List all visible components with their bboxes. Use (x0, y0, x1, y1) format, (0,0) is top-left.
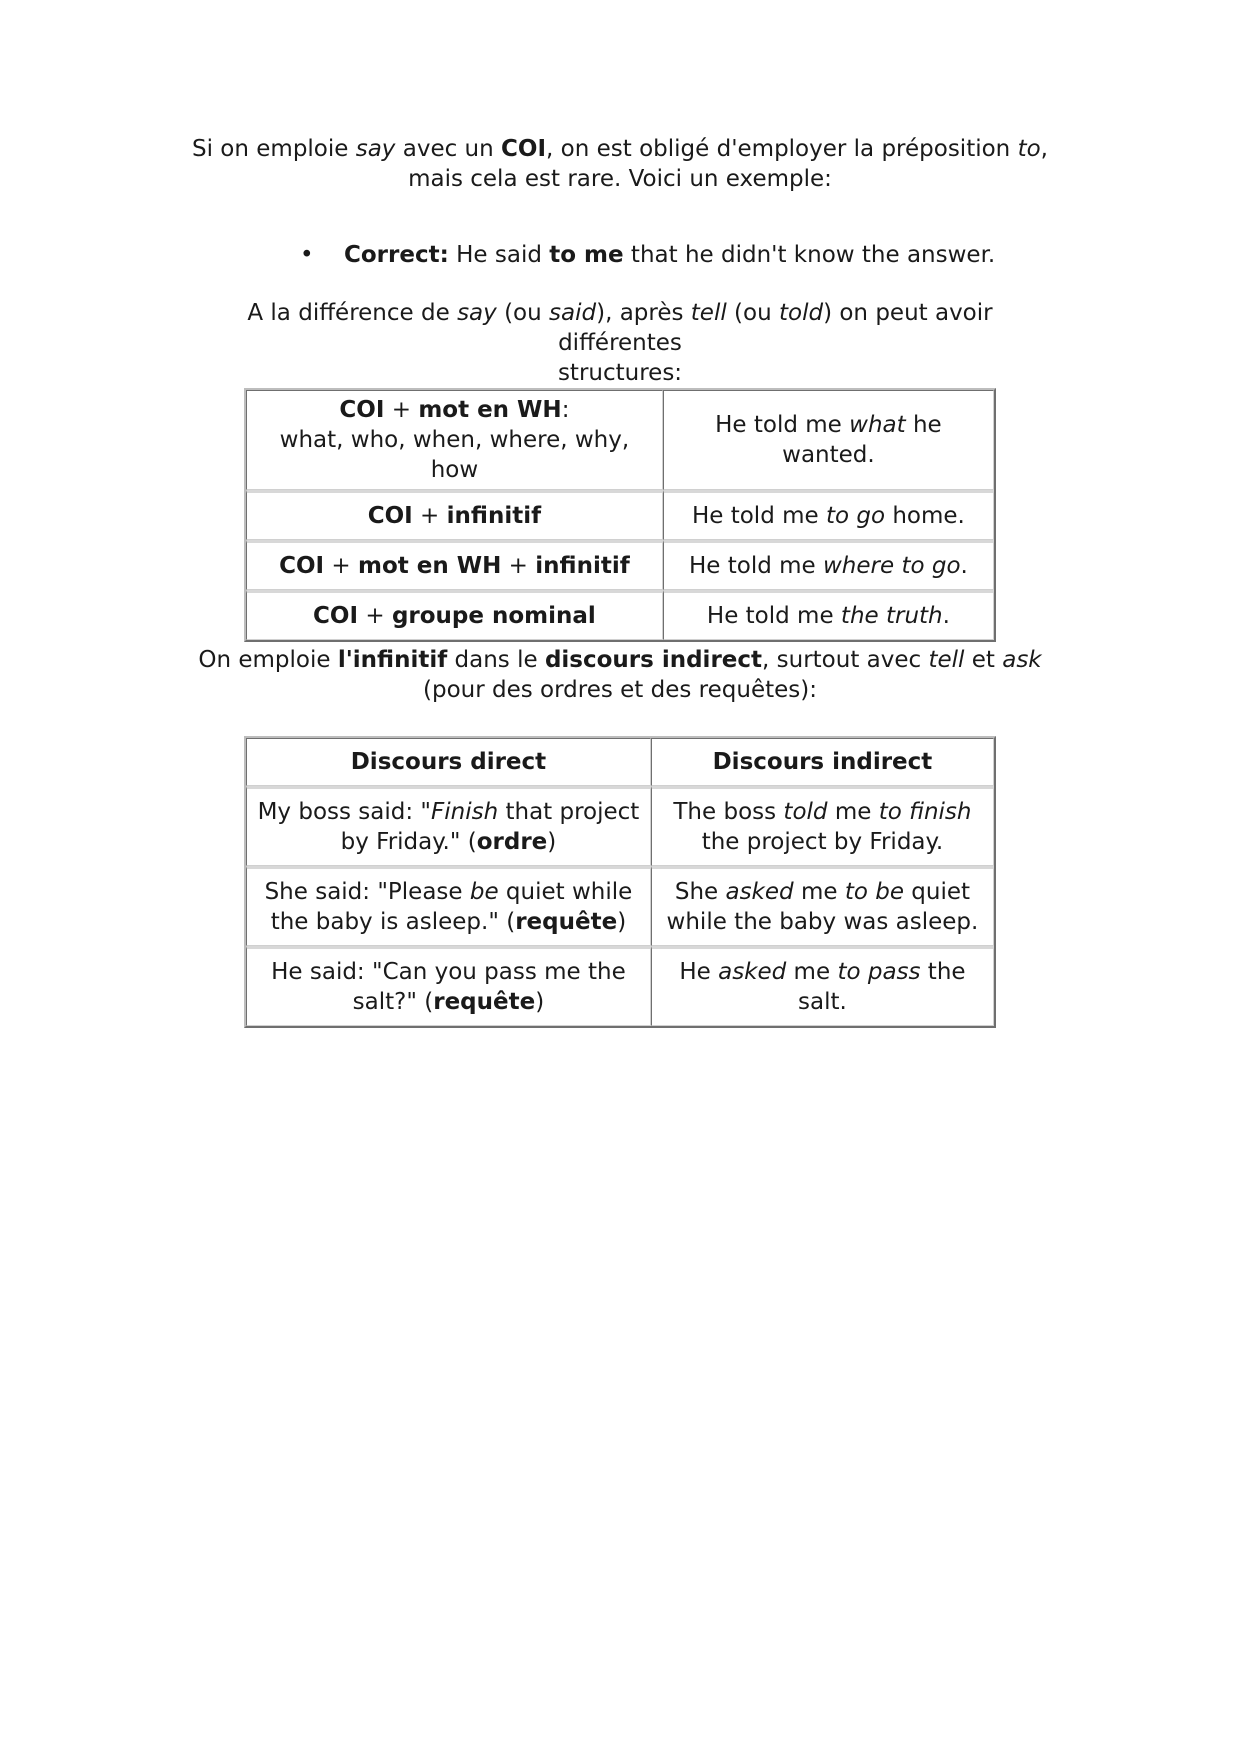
cell-text: + (501, 553, 536, 579)
table-row (246, 540, 994, 590)
table-row (246, 390, 994, 490)
infinitive-text: (pour des ordres et des requêtes): (423, 677, 817, 703)
table-cell (663, 390, 994, 490)
table-row (246, 946, 994, 1026)
cell-text: salt?" ( (352, 989, 434, 1015)
cell-text: home. (885, 503, 965, 529)
table-cell (246, 390, 663, 490)
cell-text: She said: "Please (264, 879, 470, 905)
cell-bold: mot en WH (418, 397, 562, 423)
cell-italic: to be (844, 879, 904, 905)
cell-text: what, who, when, where, why, how (279, 427, 630, 483)
table-cell (246, 866, 651, 946)
infinitive-text: On emploie (198, 647, 338, 673)
cell-text: the salt. (798, 959, 966, 1015)
table-cell (663, 540, 994, 590)
tell-term: tell (928, 647, 965, 673)
cell-bold: requête (433, 989, 536, 1015)
cell-text: . (960, 553, 968, 579)
cell-italic: to pass (837, 959, 921, 985)
table-row (246, 786, 994, 866)
infinitive-text: dans le (447, 647, 545, 673)
table-cell (246, 946, 651, 1026)
intro-text: , (1040, 136, 1048, 162)
cell-italic: told (783, 799, 828, 825)
header-direct: Discours direct (350, 749, 547, 775)
table-cell (246, 590, 663, 640)
cell-bold: mot en WH (358, 553, 502, 579)
infinitive-text: et (964, 647, 1003, 673)
intro-paragraph (190, 134, 1050, 194)
cell-text: She (674, 879, 726, 905)
cell-text: ) (535, 989, 545, 1015)
tell-term: tell (690, 300, 727, 326)
cell-text: ) (547, 829, 557, 855)
cell-text: + (412, 503, 447, 529)
cell-text: me (786, 959, 838, 985)
cell-text: + (384, 397, 419, 423)
cell-text: + (358, 603, 392, 629)
coi-term: COI (501, 136, 547, 162)
cell-text: He told me (706, 603, 841, 629)
cell-text: . (942, 603, 950, 629)
cell-text: He (679, 959, 719, 985)
cell-text: by Friday." ( (340, 829, 477, 855)
cell-italic: Finish (431, 799, 499, 825)
table-cell (246, 540, 663, 590)
table-header-row (246, 738, 994, 786)
discours-indirect-term: discours indirect (544, 647, 763, 673)
say-term: say (457, 300, 497, 326)
cell-bold: infinitif (535, 553, 630, 579)
cell-text: The boss (673, 799, 784, 825)
difference-text: structures: (557, 360, 683, 386)
cell-text: he wanted. (782, 412, 942, 468)
intro-text: Si on emploie (192, 136, 356, 162)
table-cell (246, 490, 663, 540)
cell-bold: infinitif (446, 503, 542, 529)
cell-text: ) (617, 909, 627, 935)
cell-italic: asked (725, 879, 794, 905)
to-term: to (1017, 136, 1041, 162)
intro-text: , on est obligé d'employer la préposition (546, 136, 1018, 162)
cell-text: He told me (691, 503, 826, 529)
cell-text: + (324, 553, 358, 579)
difference-text: (ou (726, 300, 779, 326)
cell-italic: to go (825, 503, 886, 529)
table-cell (651, 786, 994, 866)
cell-text: He said: "Can you pass me the (271, 959, 626, 985)
example-bold: to me (549, 242, 624, 268)
cell-italic: the truth (840, 603, 943, 629)
difference-text: (ou (496, 300, 550, 326)
example-text (344, 240, 995, 270)
table-row (246, 490, 994, 540)
table-header-cell (651, 738, 994, 786)
cell-bold: COI (339, 397, 385, 423)
cell-text: He told me (715, 412, 850, 438)
cell-bold: requête (515, 909, 618, 935)
difference-text: ) on peut avoir différentes (558, 300, 993, 356)
cell-text: He told me (688, 553, 823, 579)
example-label: Correct: (344, 242, 449, 268)
table-cell (651, 866, 994, 946)
cell-text: while the baby was asleep. (666, 909, 979, 935)
cell-text: that project (498, 799, 640, 825)
cell-bold: COI (367, 503, 413, 529)
table-cell (663, 490, 994, 540)
direct-indirect-table (244, 736, 996, 1028)
infinitive-paragraph (190, 645, 1050, 705)
difference-text: A la différence de (247, 300, 458, 326)
cell-bold: groupe nominal (391, 603, 596, 629)
difference-paragraph (190, 298, 1050, 388)
cell-text: the baby is asleep." ( (270, 909, 516, 935)
bullet-icon: • (300, 242, 314, 268)
cell-text: quiet while (498, 879, 633, 905)
example-part: that he didn't know the answer. (623, 242, 996, 268)
table-cell (663, 590, 994, 640)
cell-bold: ordre (476, 829, 548, 855)
cell-italic: where to go (823, 553, 961, 579)
cell-bold: COI (313, 603, 359, 629)
difference-text: ), après (596, 300, 691, 326)
table-header-cell (246, 738, 651, 786)
cell-text: the project by Friday. (701, 829, 944, 855)
cell-italic: what (849, 412, 906, 438)
cell-italic: asked (718, 959, 787, 985)
said-term: said (549, 300, 597, 326)
cell-italic: be (469, 879, 499, 905)
cell-italic: to finish (878, 799, 972, 825)
tell-structures-table (244, 388, 996, 642)
example-part: He said (448, 242, 550, 268)
infinitif-term: l'infinitif (337, 647, 448, 673)
infinitive-text: , surtout avec (762, 647, 929, 673)
cell-text: My boss said: " (257, 799, 431, 825)
header-indirect: Discours indirect (712, 749, 933, 775)
table-row (246, 866, 994, 946)
intro-text: mais cela est rare. Voici un exemple: (408, 166, 832, 192)
cell-text: me (793, 879, 845, 905)
table-cell (651, 946, 994, 1026)
cell-text: quiet (903, 879, 971, 905)
say-term: say (355, 136, 396, 162)
cell-text: me (827, 799, 879, 825)
table-row (246, 590, 994, 640)
ask-term: ask (1002, 647, 1042, 673)
table-cell (246, 786, 651, 866)
intro-text: avec un (395, 136, 502, 162)
cell-text: : (561, 397, 570, 423)
cell-bold: COI (279, 553, 325, 579)
told-term: told (778, 300, 824, 326)
